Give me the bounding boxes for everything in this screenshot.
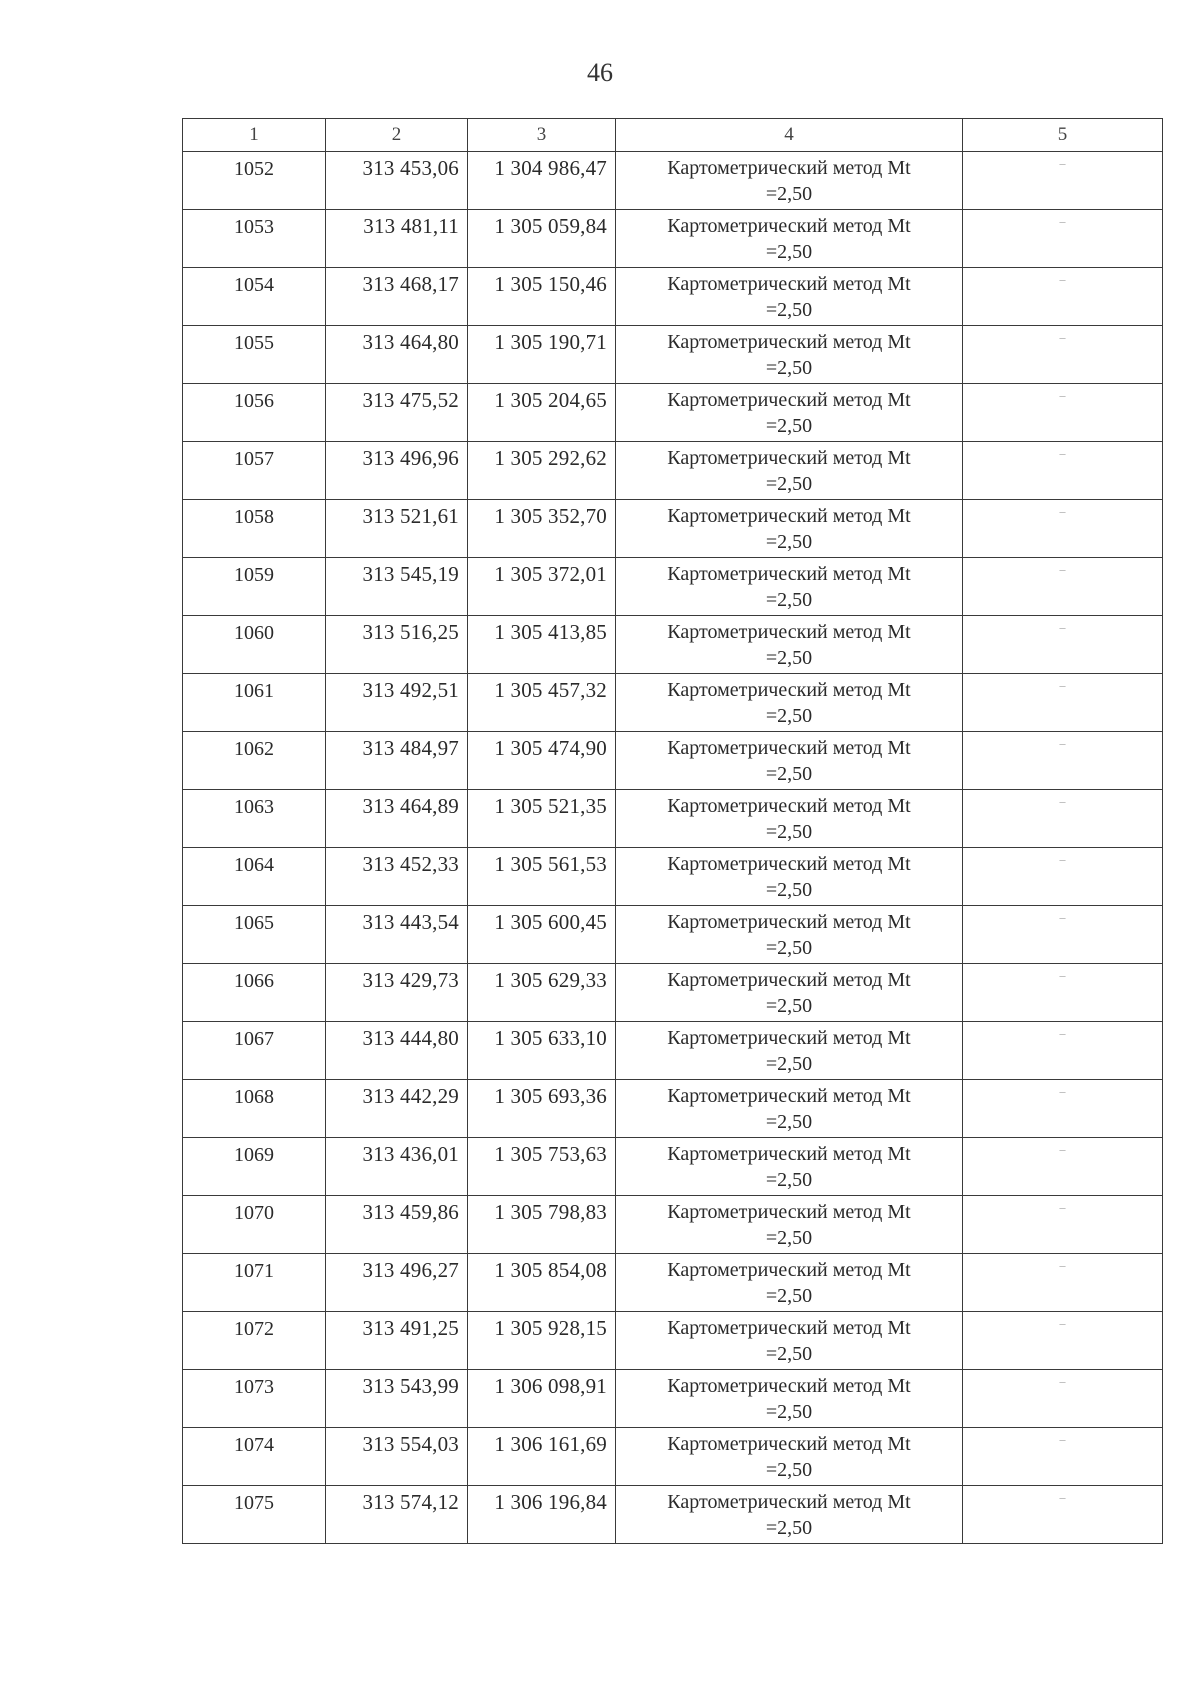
y-coordinate-cell: 1 305 474,90	[468, 732, 616, 790]
note-cell: –	[963, 558, 1163, 616]
table-row	[183, 1022, 1163, 1080]
method-accuracy: =2,50	[765, 995, 813, 1017]
table-row	[183, 1312, 1163, 1370]
method-name: Картометрический метод Mt	[667, 331, 911, 353]
y-coordinate-cell: 1 305 059,84	[468, 210, 616, 268]
x-coordinate-cell: 313 464,89	[326, 790, 468, 848]
method-accuracy: =2,50	[765, 821, 813, 843]
point-number-cell: 1069	[183, 1138, 326, 1196]
method-cell	[616, 326, 963, 384]
note-cell: –	[963, 906, 1163, 964]
y-coordinate-cell: 1 305 150,46	[468, 268, 616, 326]
x-coordinate-cell: 313 554,03	[326, 1428, 468, 1486]
note-cell: –	[963, 442, 1163, 500]
method-accuracy: =2,50	[765, 1459, 813, 1481]
point-number-cell: 1052	[183, 152, 326, 210]
method-cell	[616, 384, 963, 442]
method-cell	[616, 1022, 963, 1080]
y-coordinate-cell: 1 305 798,83	[468, 1196, 616, 1254]
method-cell	[616, 442, 963, 500]
table-row	[183, 1486, 1163, 1544]
table-row	[183, 558, 1163, 616]
table-row	[183, 790, 1163, 848]
y-coordinate-cell: 1 306 098,91	[468, 1370, 616, 1428]
point-number-cell: 1070	[183, 1196, 326, 1254]
x-coordinate-cell: 313 543,99	[326, 1370, 468, 1428]
method-accuracy: =2,50	[765, 589, 813, 611]
y-coordinate-cell: 1 305 204,65	[468, 384, 616, 442]
method-name: Картометрический метод Mt	[667, 795, 911, 817]
method-name: Картометрический метод Mt	[667, 273, 911, 295]
method-accuracy: =2,50	[765, 1111, 813, 1133]
method-name: Картометрический метод Mt	[667, 389, 911, 411]
y-coordinate-cell: 1 305 190,71	[468, 326, 616, 384]
method-cell	[616, 616, 963, 674]
method-accuracy: =2,50	[765, 1517, 813, 1539]
point-number-cell: 1068	[183, 1080, 326, 1138]
point-number-cell: 1074	[183, 1428, 326, 1486]
point-number-cell: 1056	[183, 384, 326, 442]
x-coordinate-cell: 313 443,54	[326, 906, 468, 964]
point-number-cell: 1075	[183, 1486, 326, 1544]
note-cell: –	[963, 1080, 1163, 1138]
method-name: Картометрический метод Mt	[667, 853, 911, 875]
x-coordinate-cell: 313 452,33	[326, 848, 468, 906]
method-name: Картометрический метод Mt	[667, 969, 911, 991]
method-name: Картометрический метод Mt	[667, 1085, 911, 1107]
x-coordinate-cell: 313 491,25	[326, 1312, 468, 1370]
note-cell: –	[963, 1312, 1163, 1370]
y-coordinate-cell: 1 305 352,70	[468, 500, 616, 558]
method-accuracy: =2,50	[765, 1401, 813, 1423]
point-number-cell: 1065	[183, 906, 326, 964]
method-accuracy: =2,50	[765, 1227, 813, 1249]
note-cell: –	[963, 326, 1163, 384]
y-coordinate-cell: 1 305 928,15	[468, 1312, 616, 1370]
y-coordinate-cell: 1 305 854,08	[468, 1254, 616, 1312]
note-cell: –	[963, 732, 1163, 790]
y-coordinate-cell: 1 305 561,53	[468, 848, 616, 906]
method-cell	[616, 674, 963, 732]
point-number-cell: 1059	[183, 558, 326, 616]
method-name: Картометрический метод Mt	[667, 1259, 911, 1281]
method-accuracy: =2,50	[765, 1053, 813, 1075]
point-number-cell: 1062	[183, 732, 326, 790]
x-coordinate-cell: 313 442,29	[326, 1080, 468, 1138]
header-col-1: 1	[183, 119, 326, 152]
table-row	[183, 674, 1163, 732]
x-coordinate-cell: 313 574,12	[326, 1486, 468, 1544]
point-number-cell: 1064	[183, 848, 326, 906]
header-col-4: 4	[616, 119, 963, 152]
x-coordinate-cell: 313 496,96	[326, 442, 468, 500]
point-number-cell: 1058	[183, 500, 326, 558]
y-coordinate-cell: 1 305 600,45	[468, 906, 616, 964]
y-coordinate-cell: 1 305 292,62	[468, 442, 616, 500]
point-number-cell: 1057	[183, 442, 326, 500]
method-cell	[616, 1486, 963, 1544]
method-accuracy: =2,50	[765, 299, 813, 321]
note-cell: –	[963, 1138, 1163, 1196]
y-coordinate-cell: 1 306 196,84	[468, 1486, 616, 1544]
method-accuracy: =2,50	[765, 531, 813, 553]
y-coordinate-cell: 1 305 753,63	[468, 1138, 616, 1196]
table-row	[183, 152, 1163, 210]
note-cell: –	[963, 848, 1163, 906]
table-row	[183, 442, 1163, 500]
header-row	[183, 119, 1163, 152]
note-cell: –	[963, 674, 1163, 732]
method-cell	[616, 210, 963, 268]
note-cell: –	[963, 268, 1163, 326]
table-row	[183, 1370, 1163, 1428]
x-coordinate-cell: 313 444,80	[326, 1022, 468, 1080]
method-cell	[616, 906, 963, 964]
note-cell: –	[963, 210, 1163, 268]
method-cell	[616, 1138, 963, 1196]
method-name: Картометрический метод Mt	[667, 1143, 911, 1165]
y-coordinate-cell: 1 305 629,33	[468, 964, 616, 1022]
method-name: Картометрический метод Mt	[667, 1375, 911, 1397]
y-coordinate-cell: 1 305 693,36	[468, 1080, 616, 1138]
note-cell: –	[963, 152, 1163, 210]
method-cell	[616, 964, 963, 1022]
x-coordinate-cell: 313 496,27	[326, 1254, 468, 1312]
method-cell	[616, 1428, 963, 1486]
x-coordinate-cell: 313 484,97	[326, 732, 468, 790]
method-accuracy: =2,50	[765, 183, 813, 205]
method-accuracy: =2,50	[765, 1285, 813, 1307]
table-row	[183, 964, 1163, 1022]
method-name: Картометрический метод Mt	[667, 1317, 911, 1339]
method-accuracy: =2,50	[765, 705, 813, 727]
method-name: Картометрический метод Mt	[667, 563, 911, 585]
point-number-cell: 1072	[183, 1312, 326, 1370]
header-col-5: 5	[963, 119, 1163, 152]
method-accuracy: =2,50	[765, 241, 813, 263]
point-number-cell: 1061	[183, 674, 326, 732]
method-accuracy: =2,50	[765, 647, 813, 669]
point-number-cell: 1071	[183, 1254, 326, 1312]
coordinates-table	[182, 118, 1163, 1544]
y-coordinate-cell: 1 305 413,85	[468, 616, 616, 674]
method-name: Картометрический метод Mt	[667, 157, 911, 179]
table-body	[183, 152, 1163, 1544]
table-row	[183, 1254, 1163, 1312]
method-accuracy: =2,50	[765, 879, 813, 901]
table-row	[183, 384, 1163, 442]
x-coordinate-cell: 313 429,73	[326, 964, 468, 1022]
method-cell	[616, 500, 963, 558]
table-row	[183, 1080, 1163, 1138]
method-accuracy: =2,50	[765, 357, 813, 379]
table-row	[183, 1428, 1163, 1486]
header-col-3: 3	[468, 119, 616, 152]
method-accuracy: =2,50	[765, 1169, 813, 1191]
method-cell	[616, 558, 963, 616]
x-coordinate-cell: 313 492,51	[326, 674, 468, 732]
table-row	[183, 732, 1163, 790]
x-coordinate-cell: 313 521,61	[326, 500, 468, 558]
table-row	[183, 906, 1163, 964]
method-cell	[616, 790, 963, 848]
note-cell: –	[963, 1428, 1163, 1486]
table-row	[183, 268, 1163, 326]
point-number-cell: 1063	[183, 790, 326, 848]
method-cell	[616, 1312, 963, 1370]
method-accuracy: =2,50	[765, 473, 813, 495]
point-number-cell: 1055	[183, 326, 326, 384]
table-row	[183, 326, 1163, 384]
method-name: Картометрический метод Mt	[667, 215, 911, 237]
table-row	[183, 848, 1163, 906]
x-coordinate-cell: 313 481,11	[326, 210, 468, 268]
table-row	[183, 1138, 1163, 1196]
method-name: Картометрический метод Mt	[667, 1433, 911, 1455]
note-cell: –	[963, 964, 1163, 1022]
method-cell	[616, 732, 963, 790]
method-accuracy: =2,50	[765, 763, 813, 785]
note-cell: –	[963, 384, 1163, 442]
method-cell	[616, 1080, 963, 1138]
note-cell: –	[963, 790, 1163, 848]
point-number-cell: 1073	[183, 1370, 326, 1428]
note-cell: –	[963, 616, 1163, 674]
method-accuracy: =2,50	[765, 1343, 813, 1365]
method-name: Картометрический метод Mt	[667, 1027, 911, 1049]
method-name: Картометрический метод Mt	[667, 737, 911, 759]
x-coordinate-cell: 313 464,80	[326, 326, 468, 384]
method-name: Картометрический метод Mt	[667, 621, 911, 643]
method-cell	[616, 1370, 963, 1428]
note-cell: –	[963, 1022, 1163, 1080]
x-coordinate-cell: 313 545,19	[326, 558, 468, 616]
x-coordinate-cell: 313 468,17	[326, 268, 468, 326]
note-cell: –	[963, 500, 1163, 558]
table-header	[183, 119, 1163, 152]
method-name: Картометрический метод Mt	[667, 679, 911, 701]
method-cell	[616, 1254, 963, 1312]
method-cell	[616, 848, 963, 906]
table-row	[183, 210, 1163, 268]
x-coordinate-cell: 313 475,52	[326, 384, 468, 442]
method-name: Картометрический метод Mt	[667, 911, 911, 933]
note-cell: –	[963, 1370, 1163, 1428]
method-name: Картометрический метод Mt	[667, 505, 911, 527]
note-cell: –	[963, 1486, 1163, 1544]
method-name: Картометрический метод Mt	[667, 1491, 911, 1513]
y-coordinate-cell: 1 305 633,10	[468, 1022, 616, 1080]
point-number-cell: 1053	[183, 210, 326, 268]
header-col-2: 2	[326, 119, 468, 152]
method-name: Картометрический метод Mt	[667, 447, 911, 469]
point-number-cell: 1067	[183, 1022, 326, 1080]
method-cell	[616, 1196, 963, 1254]
point-number-cell: 1054	[183, 268, 326, 326]
x-coordinate-cell: 313 453,06	[326, 152, 468, 210]
note-cell: –	[963, 1254, 1163, 1312]
y-coordinate-cell: 1 305 521,35	[468, 790, 616, 848]
table-row	[183, 616, 1163, 674]
point-number-cell: 1060	[183, 616, 326, 674]
point-number-cell: 1066	[183, 964, 326, 1022]
note-cell: –	[963, 1196, 1163, 1254]
y-coordinate-cell: 1 306 161,69	[468, 1428, 616, 1486]
method-accuracy: =2,50	[765, 415, 813, 437]
method-cell	[616, 268, 963, 326]
page-number: 46	[587, 58, 613, 87]
x-coordinate-cell: 313 459,86	[326, 1196, 468, 1254]
table-row	[183, 1196, 1163, 1254]
method-cell	[616, 152, 963, 210]
method-accuracy: =2,50	[765, 937, 813, 959]
method-name: Картометрический метод Mt	[667, 1201, 911, 1223]
x-coordinate-cell: 313 516,25	[326, 616, 468, 674]
y-coordinate-cell: 1 305 457,32	[468, 674, 616, 732]
y-coordinate-cell: 1 304 986,47	[468, 152, 616, 210]
x-coordinate-cell: 313 436,01	[326, 1138, 468, 1196]
table-row	[183, 500, 1163, 558]
y-coordinate-cell: 1 305 372,01	[468, 558, 616, 616]
